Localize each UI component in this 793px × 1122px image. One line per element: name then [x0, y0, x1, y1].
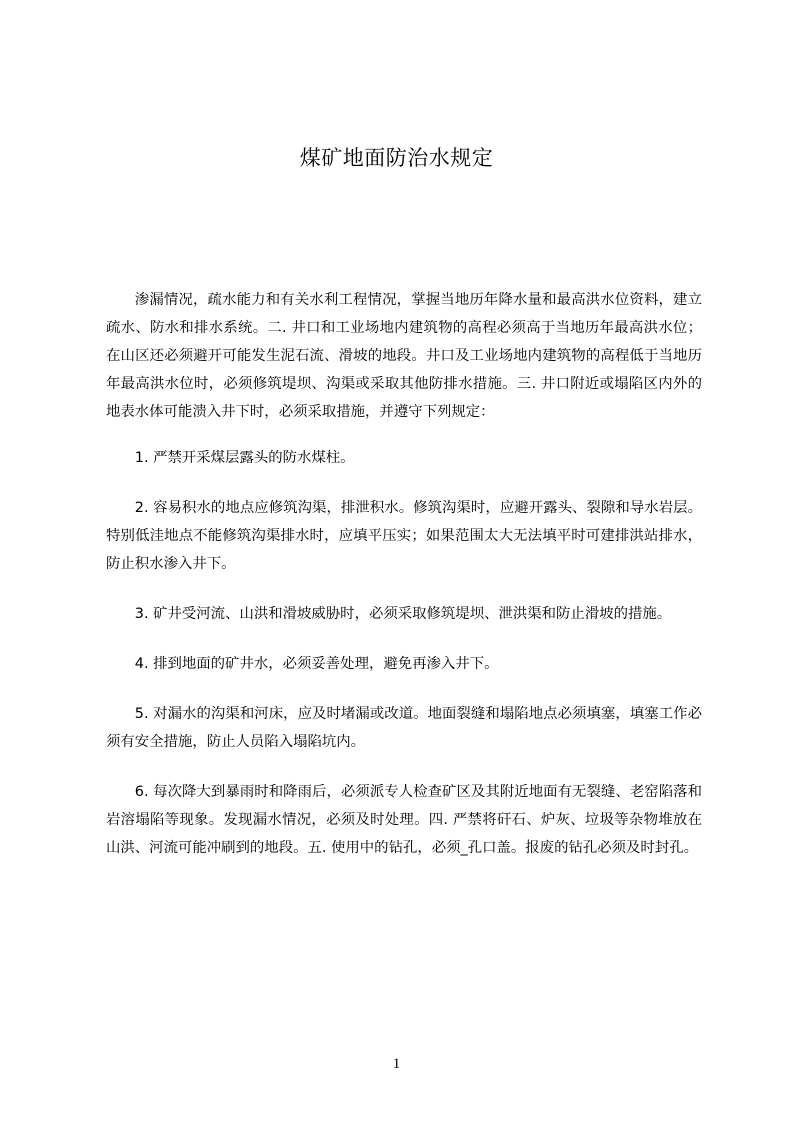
list-item-6: 6. 每次降大到暴雨时和降雨后，必须派专人检查矿区及其附近地面有无裂缝、老窑陷落和岩溶塌陷等现象。发现漏水情况，必须及时处理。四. 严禁将矸石、炉灰、垃圾等杂物堆放在山洪、河流可能冲刷到的地段。五. 使用中的钻孔，必须_孔口盖。报废的钻孔必须及时封孔。: [106, 784, 702, 856]
page-number: 1: [392, 1056, 401, 1072]
list-item-2: 2. 容易积水的地点应修筑沟渠，排泄积水。修筑沟渠时，应避开露头、裂隙和导水岩层。特别低洼地点不能修筑沟渠排水时，应填平压实；如果范围太大无法填平时可建排洪站排水，防止积水渗入井下。: [106, 500, 702, 572]
list-item-1: 1. 严禁开采煤层露头的防水煤柱。: [134, 450, 355, 466]
list-item-5: 5. 对漏水的沟渠和河床，应及时堵漏或改道。地面裂缝和塌陷地点必须填塞，填塞工作必须有安全措施，防止人员陷入塌陷坑内。: [106, 706, 702, 750]
list-item-4: 4. 排到地面的矿井水，必须妥善处理，避免再渗入井下。: [134, 656, 499, 672]
document-title: 煤矿地面防治水规定: [299, 146, 494, 170]
list-item-3: 3. 矿井受河流、山洪和滑坡威胁时，必须采取修筑堤坝、泄洪渠和防止滑坡的措施。: [134, 606, 672, 622]
intro-paragraph: 渗漏情况，疏水能力和有关水利工程情况，掌握当地历年降水量和最高洪水位资料，建立疏水、防水和排水系统。二. 井口和工业场地内建筑物的高程必须高于当地历年最高洪水位；在山区还必须避开可能发生泥石流、滑坡的地段。井口及工业场地内建筑物的高程低于当地历年最高洪水位时，必须修筑堤坝、沟渠或采取其他防排水措施。三. 井口附近或塌陷区内外的地表水体可能溃入井下时，必须采取措施，并遵守下列规定：: [106, 292, 702, 420]
document-body: [106, 286, 702, 862]
